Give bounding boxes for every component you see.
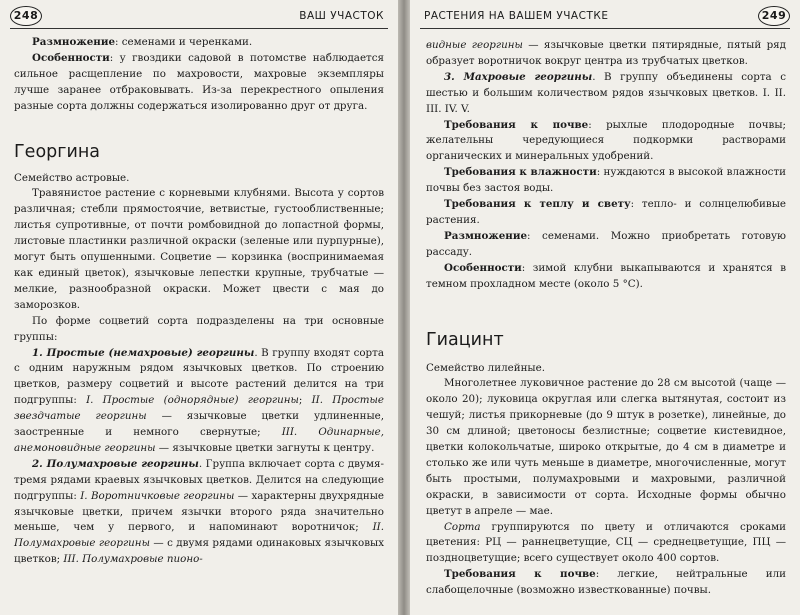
soil2-paragraph: Требования к почве: легкие, нейтральные или слабощелочные (возможно известкованные) почвы. <box>426 568 786 597</box>
features-label: Особенности <box>32 51 110 64</box>
features-paragraph: Особенности: у гвоздики садовой в потомстве наблюдается сильное расщепление по махровости, махровые экземпляры лучше заранее отбраковывать. Из-за перекрестного опыления разные сорта должны содержаться изолированно друг от друга. <box>14 51 384 112</box>
continuation-paragraph: видные георгины — язычковые цветки пятирядные, пятый ряд образует воротничок вокруг центра из трубчатых цветков. <box>426 39 787 67</box>
family-line: Семейство астровые. <box>14 171 130 184</box>
heat-paragraph: Требования к теплу и свету: тепло- и солнцелюбивые растения. <box>426 198 786 226</box>
propagation-paragraph-right: Размножение: семенами. Можно приобретать готовую рассаду. <box>426 229 786 258</box>
left-page-header <box>10 6 388 29</box>
left-page-number: 248 <box>10 6 42 26</box>
propagation-paragraph: Размножение: семенами и черенками. <box>32 36 253 48</box>
right-running-header: РАСТЕНИЯ НА ВАШЕМ УЧАСТКЕ <box>424 10 609 22</box>
features-paragraph-right: Особенности: зимой клубни выкапываются и хранятся в темном прохладном месте (около 5 °С). <box>426 261 786 290</box>
group1-paragraph: 1. Простые (немахровые) георгины. В группу входят сорта с одним наружным рядом язычковых цветков. По строению цветков, размеру соцветий и высоте растений делится на три подгруппы: I. Простые (однорядные) георгины; II. Простые звездчатые георгины — язычковые цветки удлиненные, заостренные и немного свернутые; III. Одинарные, анемоновидные георгины — язычковые цветки загнуты к центру. <box>14 346 385 454</box>
description-paragraph: Травянистое растение с корневыми клубнями. Высота у сортов различная; стебли прямостоячие, ветвистые, густооблиственные; листья супротивные, от почти ромбовидной до лопастной формы, листовые пластинки различной окраски (зеленые или пурпурные), могут быть опушенными. Соцветие — корзинка (воспринимаемая как единый цветок), язычковые лепестки крупные, трубчатые — мелкие, разнообразной окраски. Может цвести с мая до заморозков. <box>14 187 384 311</box>
section-title-giacint: Гиацинт <box>426 329 504 350</box>
groups-intro: По форме соцветий сорта подразделены на три основные группы: <box>14 314 384 343</box>
group2-paragraph: 2. Полумахровые георгины. Группа включает сорта с двумя-тремя рядами краевых язычковых цветков. Делится на следующие подгруппы: I. Воротничковые георгины — характерны двухрядные язычковые цветки, причем язычки второго ряда значительно меньше, чем у первого, и напоминают воротничок; II. Полумахровые георгины — с двумя рядами одинаковых язычковых цветков; III. Полумахровые пионо- <box>14 457 385 566</box>
right-page-header <box>420 6 790 29</box>
left-page-body <box>14 35 384 568</box>
group3-title: 3. Махровые георгины <box>444 70 593 83</box>
group3-paragraph: 3. Махровые георгины. В группу объединены сорта с шестью и большим количеством рядов язычковых цветков. I. II. III. IV. V. <box>426 70 786 115</box>
soil-paragraph: Требования к почве: рыхлые плодородные почвы; желательны чередующиеся подкормки растворами органических и минеральных удобрений. <box>426 118 786 163</box>
right-page-body <box>426 38 786 599</box>
varieties-paragraph: Сорта группируются по цвету и отличаются сроками цветения: РЦ — раннецветущие, СЦ — среднецветущие, ПЦ — поздноцветущие; всего существует около 400 сортов. <box>426 520 786 565</box>
family-line-right: Семейство лилейные. <box>426 361 545 374</box>
group1-title: 1. Простые (немахровые) георгины <box>32 346 255 359</box>
book-gutter <box>398 0 410 615</box>
left-page <box>0 0 398 615</box>
left-running-header: ВАШ УЧАСТОК <box>299 10 384 22</box>
section-title-georgina: Георгина <box>14 141 100 162</box>
propagation-label: Размножение <box>32 36 116 48</box>
right-page-number: 249 <box>758 6 790 26</box>
group2-title: 2. Полумахровые георгины <box>32 457 199 470</box>
description-paragraph-right: Многолетнее луковичное растение до 28 см высотой (чаще — около 20); луковица округлая или слегка вытянутая, состоит из чешуй; листья прикорневые (до 9 штук в розетке), линейные, до 30 см длиной; цветоносы безлистные; соцветие кистевидное, цветки колокольчатые, широко открытые, до 4 см в диаметре и столько же или чуть меньше в диаметре, многочисленные, могут быть простыми, полумахровыми и махровыми, различной окраски, в зависимости от сорта. Исходные формы обычно цветут в апреле — мае. <box>426 377 786 517</box>
right-page <box>410 0 800 615</box>
moisture-paragraph: Требования к влажности: нуждаются в высокой влажности почвы без застоя воды. <box>426 166 787 195</box>
